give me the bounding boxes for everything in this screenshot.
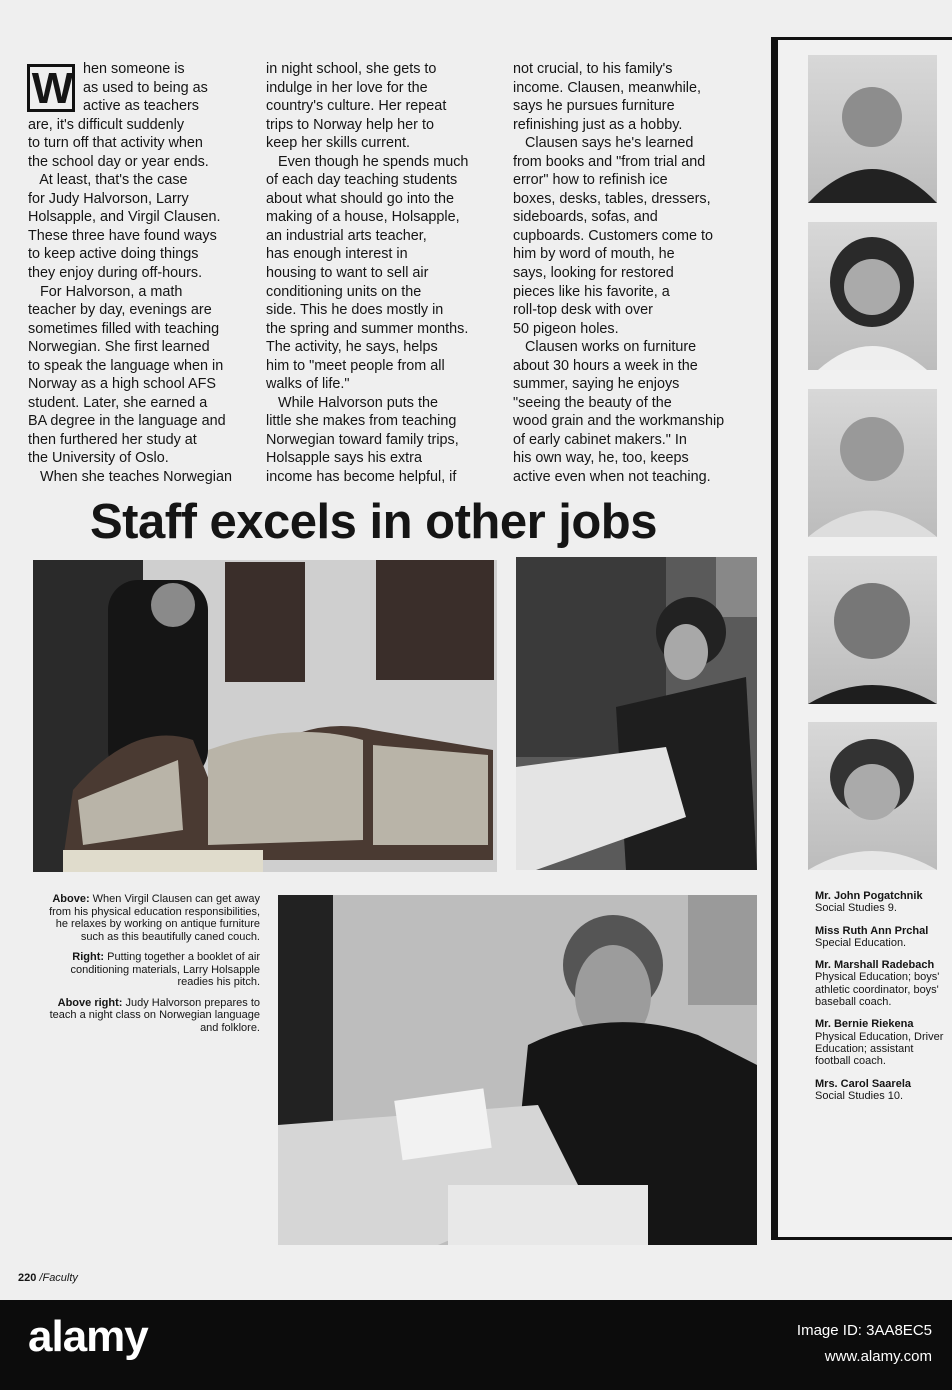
article-line: for Judy Halvorson, Larry [28,190,189,207]
alamy-logo: alamy [28,1312,148,1361]
roster-entry: Mr. Bernie Riekena Physical Education, Driver Education; assistant football coach. [815,1018,944,1068]
article-line: For Halvorson, a math [28,283,183,300]
article-line: they enjoy during off-hours. [28,265,203,282]
article-line: his own way, he, too, keeps [513,450,689,467]
headline: Staff excels in other jobs [90,495,657,549]
roster-entry: Miss Ruth Ann Prchal Special Education. [815,924,929,949]
article-line: 50 pigeon holes. [513,320,619,337]
article-column-3 [513,60,724,487]
article-line: teacher by day, evenings are [28,302,212,319]
article-line: then furthered her study at [28,431,197,448]
article-line: Clausen works on furniture [513,339,697,356]
article-line: income. Clausen, meanwhile, [513,79,701,96]
article-column-2 [266,60,468,487]
article-line: "seeing the beauty of the [513,394,672,411]
article-line: making of a house, Holsapple, [266,209,460,226]
article-line: summer, saying he enjoys [513,376,680,393]
article-line: to keep active doing things [28,246,199,263]
caption-above-right: Above right: Judy Halvorson prepares to teach a night class on Norwegian language and folklore. [49,996,260,1034]
portrait-prchal [808,222,937,370]
article-line: country's culture. Her repeat [266,98,447,115]
article-line: housing to want to sell air [266,265,429,282]
page-folio: 220 /Faculty [18,1272,78,1284]
article-line: from books and "from trial and [513,153,706,170]
article-line: Even though he spends much [266,153,469,170]
caption-right: Right: Putting together a booklet of air conditioning materials, Larry Holsapple readies his pitch. [70,951,260,988]
drop-cap: W [27,64,75,112]
article-line: pieces like his favorite, a [513,283,670,300]
article-line: side. This he does mostly in [266,302,444,319]
article-line: sometimes filled with teaching [28,320,220,337]
article-line: active even when not teaching. [513,469,711,486]
article-line: to turn off that activity when [28,135,203,152]
photo-captions [40,893,260,1042]
article-line: Clausen says he's learned [513,135,694,152]
article-line: about 30 hours a week in the [513,357,698,374]
photo-teaching-norwegian [516,557,757,870]
article-line: roll-top desk with over [513,302,653,319]
article-line: of each day teaching students [266,172,458,189]
article-line: cupboards. Customers come to [513,227,713,244]
article-line: the school day or year ends. [28,153,209,170]
faculty-roster [815,890,950,1112]
article-line: At least, that's the case [28,172,188,189]
article-line: says, looking for restored [513,265,674,282]
article-line: indulge in her love for the [266,79,428,96]
article-line: of early cabinet makers." In [513,431,687,448]
article-line: about what should go into the [266,190,455,207]
roster-entry: Mr. Marshall Radebach Physical Education; boys' athletic coordinator, boys' baseball coach. [815,959,940,1009]
article-line: Norwegian toward family trips, [266,431,459,448]
roster-entry: Mrs. Carol Saarela Social Studies 10. [815,1077,911,1102]
article-line: trips to Norway help her to [266,116,434,133]
watermark-bar [0,1300,952,1390]
article-line: the spring and summer months. [266,320,469,337]
article-column-1 [28,60,232,487]
article-line: When she teaches Norwegian [28,469,232,486]
article-line: keep her skills current. [266,135,410,152]
article-line: him by word of mouth, he [513,246,675,263]
article-line: are, it's difficult suddenly [28,116,185,133]
article-line: BA degree in the language and [28,413,226,430]
photo-air-conditioning [278,895,757,1245]
portrait-pogatchnik [808,55,937,203]
article-line: Holsapple says his extra [266,450,422,467]
article-line: him to "meet people from all [266,357,445,374]
article-line: in night school, she gets to [266,61,437,77]
image-id: Image ID: 3AA8EC5 www.alamy.com [796,1322,932,1365]
article-line: walks of life." [266,376,350,393]
article-line: conditioning units on the [266,283,422,300]
article-line: an industrial arts teacher, [266,227,427,244]
article-line: The activity, he says, helps [266,339,438,356]
article-line: These three have found ways [28,227,217,244]
article-line: sideboards, sofas, and [513,209,658,226]
article-line: Norwegian. She first learned [28,339,210,356]
roster-entry: Mr. John Pogatchnik Social Studies 9. [815,890,923,915]
article-line: the University of Oslo. [28,450,169,467]
article-line: has enough interest in [266,246,408,263]
article-line: as used to being as [83,79,208,96]
article-line: hen someone is [83,61,185,77]
article-line: wood grain and the workmanship [513,413,725,430]
article-line: While Halvorson puts the [266,394,438,411]
article-line: error" how to refinish ice [513,172,668,189]
article-line: boxes, desks, tables, dressers, [513,190,711,207]
article-line: little she makes from teaching [266,413,457,430]
caption-above: Above: When Virgil Clausen can get away from his physical education responsibilities, he relaxes by working on antique furniture such as this beautifully caned couch. [49,893,260,943]
article-line: student. Later, she earned a [28,394,208,411]
article-line: says he pursues furniture [513,98,675,115]
article-line: active as teachers [83,98,199,115]
article-line: Holsapple, and Virgil Clausen. [28,209,221,226]
article-line: Norway as a high school AFS [28,376,216,393]
portrait-riekena [808,556,937,704]
article-line: refinishing just as a hobby. [513,116,683,133]
article-line: income has become helpful, if [266,469,457,486]
article-line: to speak the language when in [28,357,224,374]
article-line: not crucial, to his family's [513,61,673,77]
photo-couch [33,560,497,872]
portrait-saarela [808,722,937,870]
portrait-radebach [808,389,937,537]
